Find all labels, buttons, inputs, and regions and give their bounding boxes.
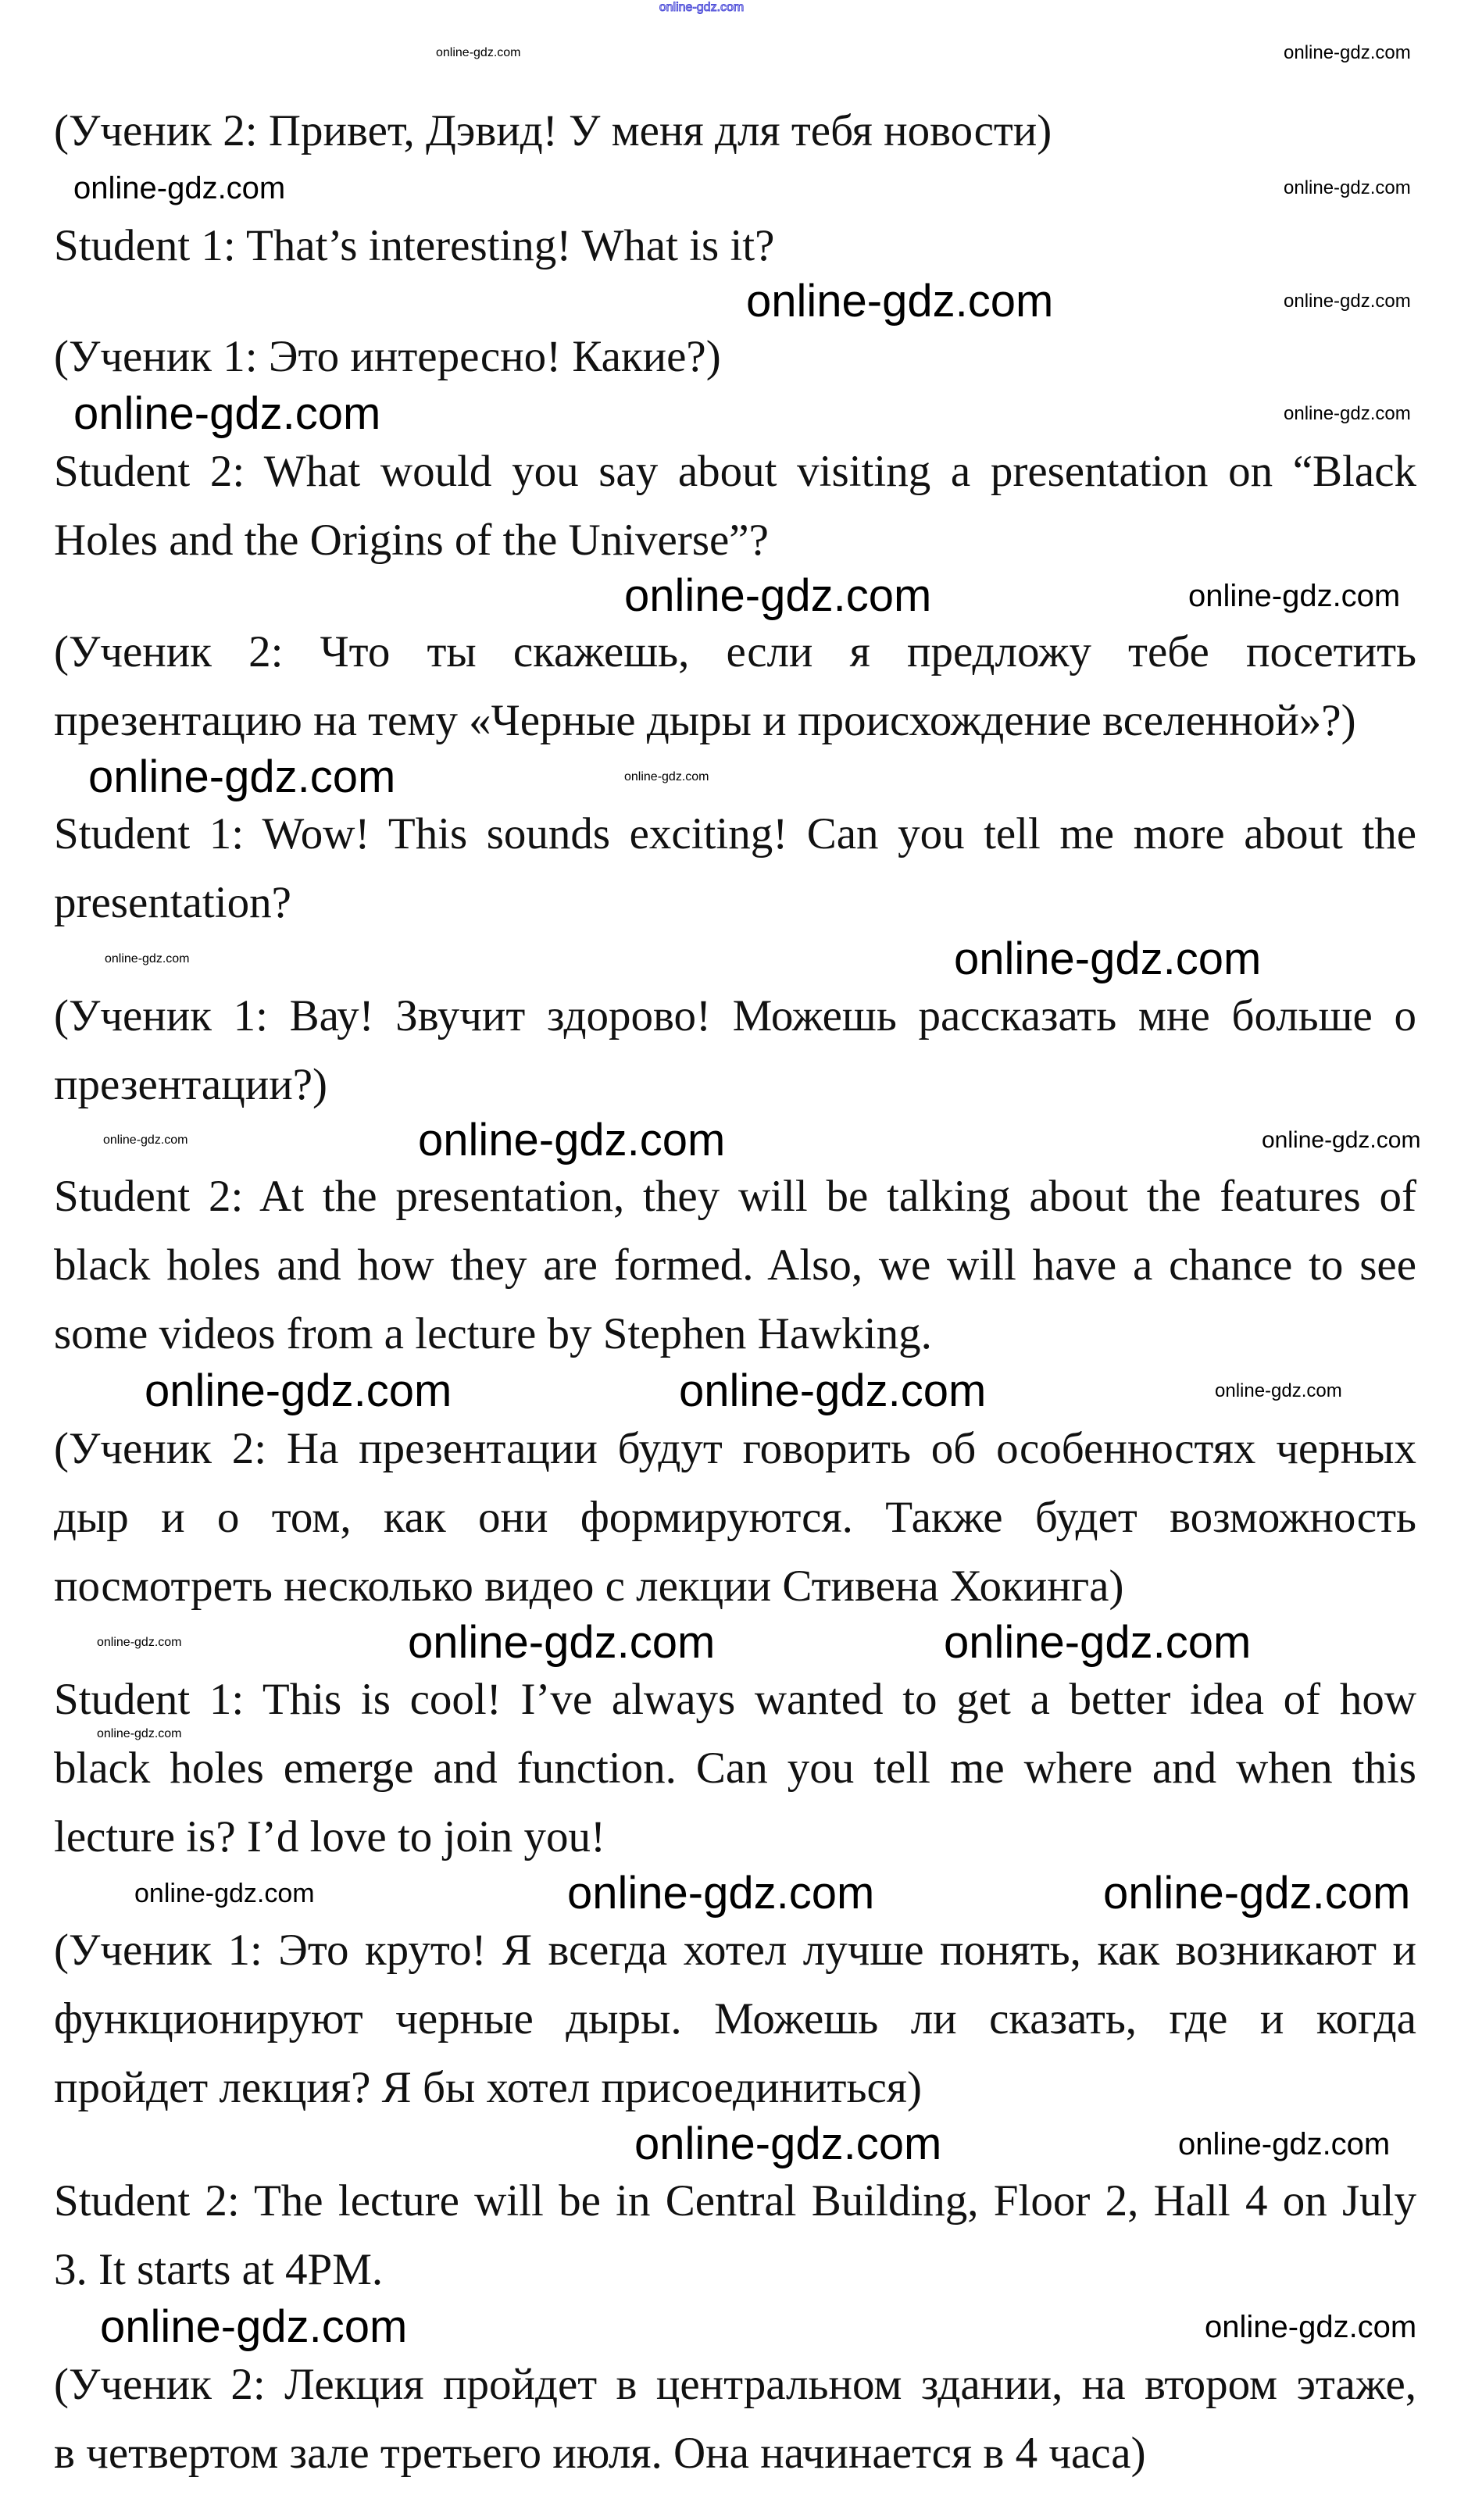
watermark-text: online-gdz.com [634,2118,942,2169]
watermark-text: online-gdz.com [944,1617,1252,1668]
paragraph-line: (Ученик 2: На презентации будут говорить об особенностях черных [54,1424,1416,1473]
paragraph-line: Student 1: Wow! This sounds exciting! Can you tell me more about the [54,809,1416,858]
paragraph-line: (Ученик 2: Что ты скажешь, если я предложу тебе посетить [54,627,1416,676]
watermark-text: online-gdz.com [436,46,521,59]
paragraph-line: посмотреть несколько видео с лекции Стивена Хокинга) [54,1562,1124,1611]
dialogue-paragraph [54,1162,1416,1378]
dialogue-paragraph [54,1916,1416,2132]
watermark-text: online-gdz.com [408,1617,716,1668]
paragraph-line: Student 2: What would you say about visiting a presentation on “Black [54,447,1416,496]
paragraph-line: пройдет лекция? Я бы хотел присоединиться) [54,2063,922,2112]
watermark-text: online-gdz.com [746,276,1054,327]
watermark-text: online-gdz.com [1262,1127,1421,1153]
watermark-text: online-gdz.com [679,1365,987,1416]
dialogue-paragraph [54,800,1416,947]
paragraph-line: в четвертом зале третьего июля. Она начинается в 4 часа) [54,2429,1146,2478]
watermark-text: online-gdz.com [145,1365,452,1416]
paragraph-line: Student 2: The lecture will be in Central Building, Floor 2, Hall 4 on July [54,2176,1416,2226]
watermark-text: online-gdz.com [100,2301,408,2352]
dialogue-paragraph [54,2350,1416,2497]
paragraph-line: Student 1: That’s interesting! What is it? [54,221,775,270]
paragraph-line: Student 1: This is cool! I’ve always wanted to get a better idea of how [54,1675,1416,1724]
watermark-text: online-gdz.com [73,388,381,439]
paragraph-line: some videos from a lecture by Stephen Hawking. [54,1309,932,1358]
watermark-text: online-gdz.com [73,171,286,205]
watermark-text: online-gdz.com [1215,1380,1342,1401]
watermark-text: online-gdz.com [1284,403,1411,424]
paragraph-line: дыр и о том, как они формируются. Также будет возможность [54,1493,1416,1542]
dialogue-paragraph [54,97,1416,175]
watermark-text: online-gdz.com [134,1879,315,1908]
paragraph-line: Holes and the Origins of the Universe”? [54,516,769,565]
dialogue-paragraph [54,437,1416,584]
watermark-text: online-gdz.com [418,1115,726,1165]
paragraph-line: презентацию на тему «Черные дыры и происхождение вселенной»?) [54,696,1356,745]
dialogue-paragraph [54,2167,1416,2314]
paragraph-line: 3. It starts at 4PM. [54,2245,384,2294]
paragraph-line: Student 2: At the presentation, they will be talking about the features of [54,1172,1416,1221]
dialogue-paragraph [54,1665,1416,1881]
watermark-text: online-gdz.com [1284,42,1411,63]
paragraph-line: (Ученик 2: Лекция пройдет в центральном здании, на втором этаже, [54,2360,1416,2409]
dialogue-paragraph [54,1415,1416,1630]
watermark-text: online-gdz.com [105,952,190,966]
paragraph-line: (Ученик 2: Привет, Дэвид! У меня для тебя новости) [54,106,1052,155]
paragraph-line: black holes and how they are formed. Also, we will have a chance to see [54,1240,1416,1290]
watermark-text: online-gdz.com [97,1636,182,1649]
paragraph-line: презентации?) [54,1060,328,1109]
paragraph-line: (Ученик 1: Это круто! Я всегда хотел лучше понять, как возникают и [54,1926,1416,1975]
watermark-text: online-gdz.com [659,1,745,14]
watermark-text: online-gdz.com [1103,1868,1411,1919]
dialogue-paragraph [54,982,1416,1129]
dialogue-paragraph [54,212,1416,290]
paragraph-line: функционируют черные дыры. Можешь ли сказать, где и когда [54,1994,1416,2043]
watermark-text: online-gdz.com [103,1133,188,1147]
dialogue-paragraph [54,618,1416,765]
watermark-text: online-gdz.com [97,1727,182,1740]
watermark-text: online-gdz.com [1284,291,1411,312]
watermark-text: online-gdz.com [954,933,1262,984]
paragraph-line: (Ученик 1: Это интересно! Какие?) [54,332,721,381]
watermark-text: online-gdz.com [1284,177,1411,198]
watermark-text: online-gdz.com [567,1868,875,1919]
paragraph-line: lecture is? I’d love to join you! [54,1812,605,1861]
watermark-text: online-gdz.com [88,751,396,802]
paragraph-line: black holes emerge and function. Can you tell me where and when this [54,1744,1416,1793]
paragraph-line: (Ученик 1: Вау! Звучит здорово! Можешь рассказать мне больше о [54,991,1416,1040]
watermark-text: online-gdz.com [1188,579,1401,613]
watermark-text: online-gdz.com [624,770,709,783]
watermark-text: online-gdz.com [624,570,932,621]
watermark-text: online-gdz.com [1178,2127,1391,2161]
paragraph-line: presentation? [54,878,291,927]
watermark-text: online-gdz.com [1205,2310,1417,2344]
